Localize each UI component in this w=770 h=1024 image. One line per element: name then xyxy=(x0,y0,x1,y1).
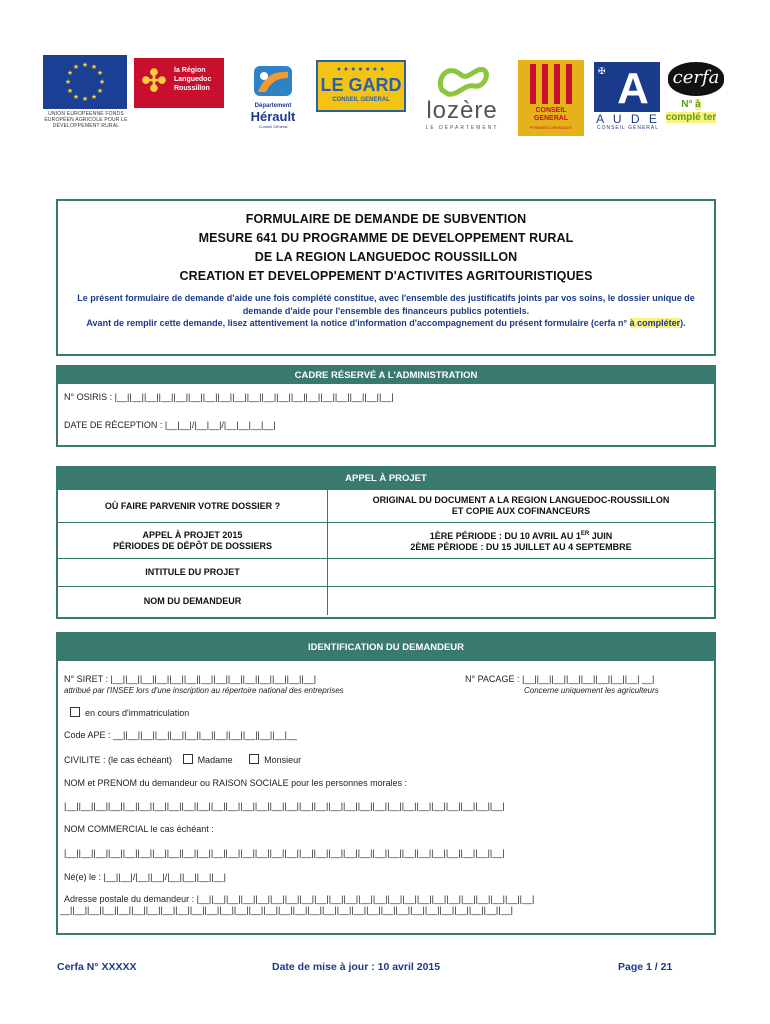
ident-header: IDENTIFICATION DU DEMANDEUR xyxy=(58,634,714,661)
svg-text:★: ★ xyxy=(90,93,98,101)
table-row xyxy=(58,522,714,558)
svg-text:★: ★ xyxy=(66,69,74,77)
aude-name: A U D E xyxy=(596,112,660,126)
project-title-input[interactable] xyxy=(328,559,714,586)
aude-logo xyxy=(592,60,664,136)
cerfa-number-prefix: N° xyxy=(681,99,693,110)
appel-projet-box xyxy=(56,466,716,619)
civilite-row xyxy=(64,754,301,765)
eu-flag-logo xyxy=(43,55,127,109)
immatriculation-row xyxy=(70,707,189,718)
table-row xyxy=(58,586,714,615)
footer-date: Date de mise à jour : 10 avril 2015 xyxy=(272,961,441,973)
eu-stars-icon xyxy=(43,55,127,109)
intro-paragraph-2: Avant de remplir cette demande, lisez attentivement la notice d'information d'accompagnement du présent formulaire (cerfa n° à compléter). xyxy=(86,318,686,328)
ape-field[interactable]: Code APE : __||__||__||__||__||__||__||__||__||__||__||__|__ xyxy=(64,730,297,740)
svg-text:★: ★ xyxy=(72,63,80,71)
lozere-swirl-icon xyxy=(434,60,490,100)
madame-label: Madame xyxy=(197,755,233,765)
pacage-note: Concerne uniquement les agriculteurs xyxy=(524,686,659,695)
cerfa-logo-text: cerfa xyxy=(672,67,720,88)
herault-cg-label: Conseil Général xyxy=(258,124,288,129)
siret-field[interactable]: N° SIRET : |__||__||__||__||__||__||__||__||__||__||__||__||__||__| xyxy=(64,674,317,684)
occitan-cross-icon: ✣ xyxy=(141,65,167,98)
siret-note: attribué par l'INSEE lors d'une inscription au répertoire national des entreprises xyxy=(64,686,344,695)
cerfa-logo xyxy=(668,62,724,96)
herault-dep-label: Département xyxy=(254,103,292,109)
aude-mark xyxy=(594,62,660,112)
birthdate-field[interactable]: Né(e) le : |__||__|/|__||__|/|__||__||__||__| xyxy=(64,872,227,882)
aude-cross-icon: ✠ xyxy=(598,66,606,76)
title-box xyxy=(56,199,716,356)
cerfa-number xyxy=(663,98,719,124)
region-name: la Région Languedoc Roussillon xyxy=(174,67,212,92)
nom-label: NOM et PRENOM du demandeur ou RAISON SOCIALE pour les personnes morales : xyxy=(64,778,408,788)
table-cell: NOM DU DEMANDEUR xyxy=(58,587,328,615)
table-cell: 1ÈRE PÉRIODE : DU 10 AVRIL AU 1ER JUIN 2ÈME PÉRIODE : DU 15 JUILLET AU 4 SEPTEMBRE xyxy=(410,530,632,552)
table-row xyxy=(58,489,714,522)
svg-text:★: ★ xyxy=(64,78,72,86)
herault-mark-icon xyxy=(252,64,294,98)
commercial-field[interactable]: |__||__||__||__||__||__||__||__||__||__||__||__||__||__||__||__||__||__||__||__||__||__||__||__||__||__||__||__||__||__| xyxy=(64,848,505,858)
svg-text:★: ★ xyxy=(98,78,106,86)
intro-paragraph-1: Le présent formulaire de demande d'aide une fois complété constitue, avec l'ensemble des justificatifs joints par vos soins, le dossier unique de demande d'aide pour l'ensemble des financeurs publics potentiels. xyxy=(77,293,695,316)
eu-caption: UNION EUROPÉENNE FONDS EUROPÉEN AGRICOLE POUR LE DÉVELOPPEMENT RURAL xyxy=(44,111,128,129)
gard-dots-icon: ●●●●●●● xyxy=(336,66,388,73)
monsieur-label: Monsieur xyxy=(264,755,302,765)
svg-text:★: ★ xyxy=(81,95,89,103)
svg-text:★: ★ xyxy=(81,61,89,69)
gard-name: LE GARD xyxy=(320,75,402,95)
po-sub: PYRENEES-ORIENTALES xyxy=(529,126,573,130)
projet-table xyxy=(58,489,714,615)
table-cell: INTITULE DU PROJET xyxy=(58,559,328,586)
lozere-sub: LE DEPARTEMENT xyxy=(425,125,499,131)
lozere-logo xyxy=(420,58,504,134)
intro-placeholder: à compléter xyxy=(629,318,681,328)
intro-text xyxy=(58,292,714,330)
cerfa-number-value: à complé ter xyxy=(665,99,717,123)
table-row xyxy=(58,558,714,586)
aude-sub: CONSEIL GENERAL xyxy=(596,125,660,131)
svg-text:★: ★ xyxy=(66,87,74,95)
gard-sub: CONSEIL GENERAL xyxy=(332,97,390,103)
gard-logo xyxy=(316,60,406,112)
activity-title: CREATION ET DEVELOPPEMENT D'ACTIVITES AGRITOURISTIQUES xyxy=(179,269,593,283)
pyrenees-orientales-logo xyxy=(518,60,584,136)
monsieur-checkbox[interactable] xyxy=(249,754,259,764)
region-title: DE LA REGION LANGUEDOC ROUSSILLON xyxy=(254,250,518,264)
footer-cerfa: Cerfa N° XXXXX xyxy=(57,961,137,973)
admin-header: CADRE RÉSERVÉ A L'ADMINISTRATION xyxy=(58,367,714,384)
logo-strip xyxy=(0,0,770,160)
measure-title: MESURE 641 DU PROGRAMME DE DEVELOPPEMENT RURAL xyxy=(198,231,574,245)
osiris-field[interactable]: N° OSIRIS : |__||__||__||__||__||__||__||__||__||__||__||__||__||__||__||__||__||__||__| xyxy=(64,392,394,402)
footer-page: Page 1 / 21 xyxy=(618,961,673,973)
herault-name: Hérault xyxy=(250,109,296,124)
address-field-line-2[interactable]: __||__||__||__||__||__||__||__||__||__||__||__||__||__||__||__||__||__||__||__||__||__||__||__||__||__||__||__||__||__||__| xyxy=(60,905,513,915)
civilite-label: CIVILITE : (le cas échéant) xyxy=(64,755,173,765)
form-title: FORMULAIRE DE DEMANDE DE SUBVENTION xyxy=(245,212,527,226)
svg-text:★: ★ xyxy=(72,93,80,101)
table-cell: OÙ FAIRE PARVENIR VOTRE DOSSIER ? xyxy=(58,490,328,522)
svg-text:★: ★ xyxy=(90,63,98,71)
herault-logo xyxy=(240,60,306,132)
catalan-stripes-icon xyxy=(524,64,578,104)
immatriculation-checkbox[interactable] xyxy=(70,707,80,717)
applicant-name-input[interactable] xyxy=(328,587,714,615)
table-cell: APPEL À PROJET 2015 PÉRIODES DE DÉPÔT DE DOSSIERS xyxy=(58,523,328,558)
identification-box xyxy=(56,632,716,935)
region-logo xyxy=(134,58,224,108)
lozere-name: lozère xyxy=(426,97,498,124)
projet-header: APPEL À PROJET xyxy=(58,468,714,489)
nom-field[interactable]: |__||__||__||__||__||__||__||__||__||__||__||__||__||__||__||__||__||__||__||__||__||__||__||__||__||__||__||__||__||__| xyxy=(64,801,505,811)
admin-reserved-box xyxy=(56,365,716,447)
immatriculation-label: en cours d'immatriculation xyxy=(85,708,190,718)
pacage-field[interactable]: N° PACAGE : |__||__||__||__||__||__||__||__| __| xyxy=(465,674,655,684)
svg-text:★: ★ xyxy=(96,69,104,77)
commercial-label: NOM COMMERCIAL le cas échéant : xyxy=(64,824,214,834)
aude-a-icon: A xyxy=(617,64,649,113)
po-name: CONSEIL GENERAL xyxy=(533,107,569,122)
address-field-line-1[interactable]: Adresse postale du demandeur : |__||__||__||__||__||__||__||__||__||__||__||__||__||__||__||__||__||__||__||__||__||__||__| xyxy=(64,894,535,904)
table-cell: ORIGINAL DU DOCUMENT A LA REGION LANGUEDOC-ROUSSILLON ET COPIE AUX COFINANCEURS xyxy=(372,495,670,516)
reception-date-field[interactable]: DATE DE RÉCEPTION : |__|__|/|__|__|/|__|__|__|__| xyxy=(64,420,276,430)
svg-text:★: ★ xyxy=(96,87,104,95)
madame-checkbox[interactable] xyxy=(183,754,193,764)
